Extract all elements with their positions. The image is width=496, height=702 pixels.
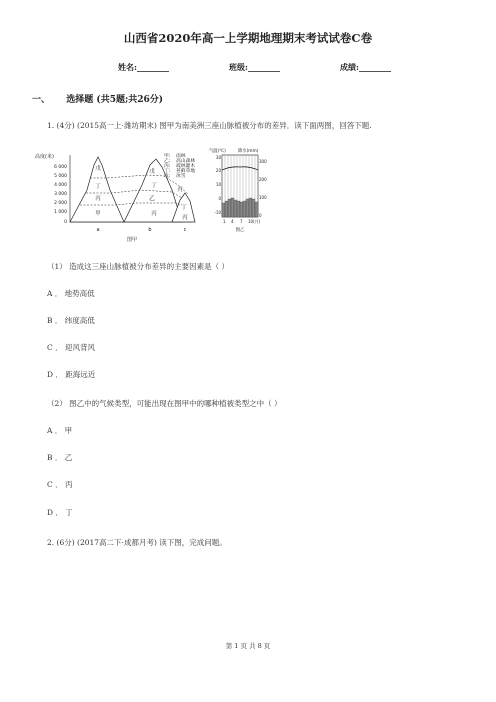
figure-a-y-tick: 1 000 [54,210,67,215]
right-tick: 300 [259,159,267,164]
class-field[interactable]: 班级:________ [229,62,280,72]
x-tick: 4 [231,219,234,224]
zone-label: 乙 [149,196,155,202]
x-tick: 7 [240,219,243,224]
zone-label: 戊 [95,166,101,172]
zone-label: 戊 [149,169,155,175]
question-2-stem: 2. (6分) (2017高二下·成都月考) 读下图，完成问题。 [47,538,227,547]
zone-label: 丁 [95,184,101,190]
precip-bar [255,202,258,217]
figure-a-y-tick: 0 [64,220,67,225]
sub-question-2-stem: （2） 图乙中的气候类型，可能出现在图甲中的哪种植被类型之中（ ） [47,399,282,408]
precip-bar [222,203,225,217]
name-field[interactable]: 姓名:________ [118,62,169,72]
x-tick: 10(月) [248,219,261,224]
legend-key: 丁: [164,169,171,174]
option-a[interactable]: A ． 甲 [47,426,73,435]
legend-value: 疏林灌木 [176,164,196,169]
figure-b-climate-chart [208,145,272,235]
x-tick: 1 [223,219,226,224]
left-tick: -10 [214,210,221,215]
legend-value: 高山森林 [176,159,196,164]
legend-value: 苔藓草地 [176,169,196,174]
right-tick: 200 [259,177,267,182]
figure-a-y-axis-label: 高度(米) [35,154,54,160]
x-label: c [183,227,187,233]
legend-key: 戊: [164,174,171,179]
precip-bar [225,201,228,217]
zone-label: 丙 [182,215,188,221]
left-tick: 10 [215,182,221,187]
x-label: a [96,227,100,233]
zone-label: 甲 [95,211,101,217]
figure-a-y-tick: 2 000 [54,201,67,206]
option-d[interactable]: D ． 丁 [47,508,73,517]
page-footer: 第 1 页 共 8 页 [225,642,271,650]
figure-a-mountain-profile [32,145,212,247]
precip-bar [234,200,237,217]
figure-b-caption: 图乙 [235,228,245,233]
score-field[interactable]: 成绩:________ [340,62,391,72]
zone-label: 丙 [177,187,183,193]
zone-label: 丙 [151,211,157,217]
precip-bar [243,201,246,217]
option-b[interactable]: B ． 纬度高低 [47,316,95,325]
legend-key: 甲: [164,154,171,159]
zone-label: 丙 [95,196,101,202]
document-title: 山西省2020年高一上学期地理期末考试试卷C卷 [123,31,373,45]
option-d[interactable]: D ． 距海远近 [47,370,96,379]
question-1-stem: 1. (4分) (2015高一上·潍坊期末) 图甲为南美洲三座山脉植被分布的差异．读下面两图，回答下题. [47,121,372,130]
figure-b-right-axis-label: 降水(mm) [238,149,259,154]
figure-a-y-tick: 6 000 [54,165,67,170]
precip-bar [240,202,243,217]
precip-bar [246,199,249,217]
left-tick: 20 [215,168,221,173]
figure-a-y-tick: 3 000 [54,192,67,197]
option-a[interactable]: A ． 地势高低 [47,289,95,298]
option-b[interactable]: B ． 乙 [47,453,73,462]
precip-bar [252,199,255,217]
option-c[interactable]: C ． 迎风背风 [47,343,96,352]
figure-b-left-axis-label: 气温(℃) [209,149,226,154]
precip-bar [228,199,231,217]
section-heading [32,92,163,105]
precip-bar [249,198,252,217]
precip-bar [231,198,234,217]
left-tick: 0 [218,196,221,201]
legend-value: 雨林 [176,154,186,159]
figure-a-y-tick: 4 000 [54,183,67,188]
precip-bar [237,201,240,217]
option-c[interactable]: C ． 丙 [47,480,73,489]
section-number: 一、 [32,95,51,105]
figure-a-y-tick: 5 000 [54,174,67,179]
right-tick: 100 [259,195,267,200]
figure-a-caption: 图甲 [126,237,138,243]
x-label: b [148,227,152,233]
zone-label: 丁 [151,183,157,189]
zone-label: 丁 [181,205,187,211]
section-title: 选择题 (共5题;共26分) [66,95,164,105]
left-tick: 30 [215,155,221,160]
legend-key: 丙: [164,164,171,169]
sub-question-1-stem: （1） 造成这三座山脉植被分布差异的主要因素是（ ） [47,262,230,271]
right-tick: 0 [259,213,262,218]
legend-key: 乙: [164,159,171,164]
legend-value: 冰雪 [176,174,186,179]
